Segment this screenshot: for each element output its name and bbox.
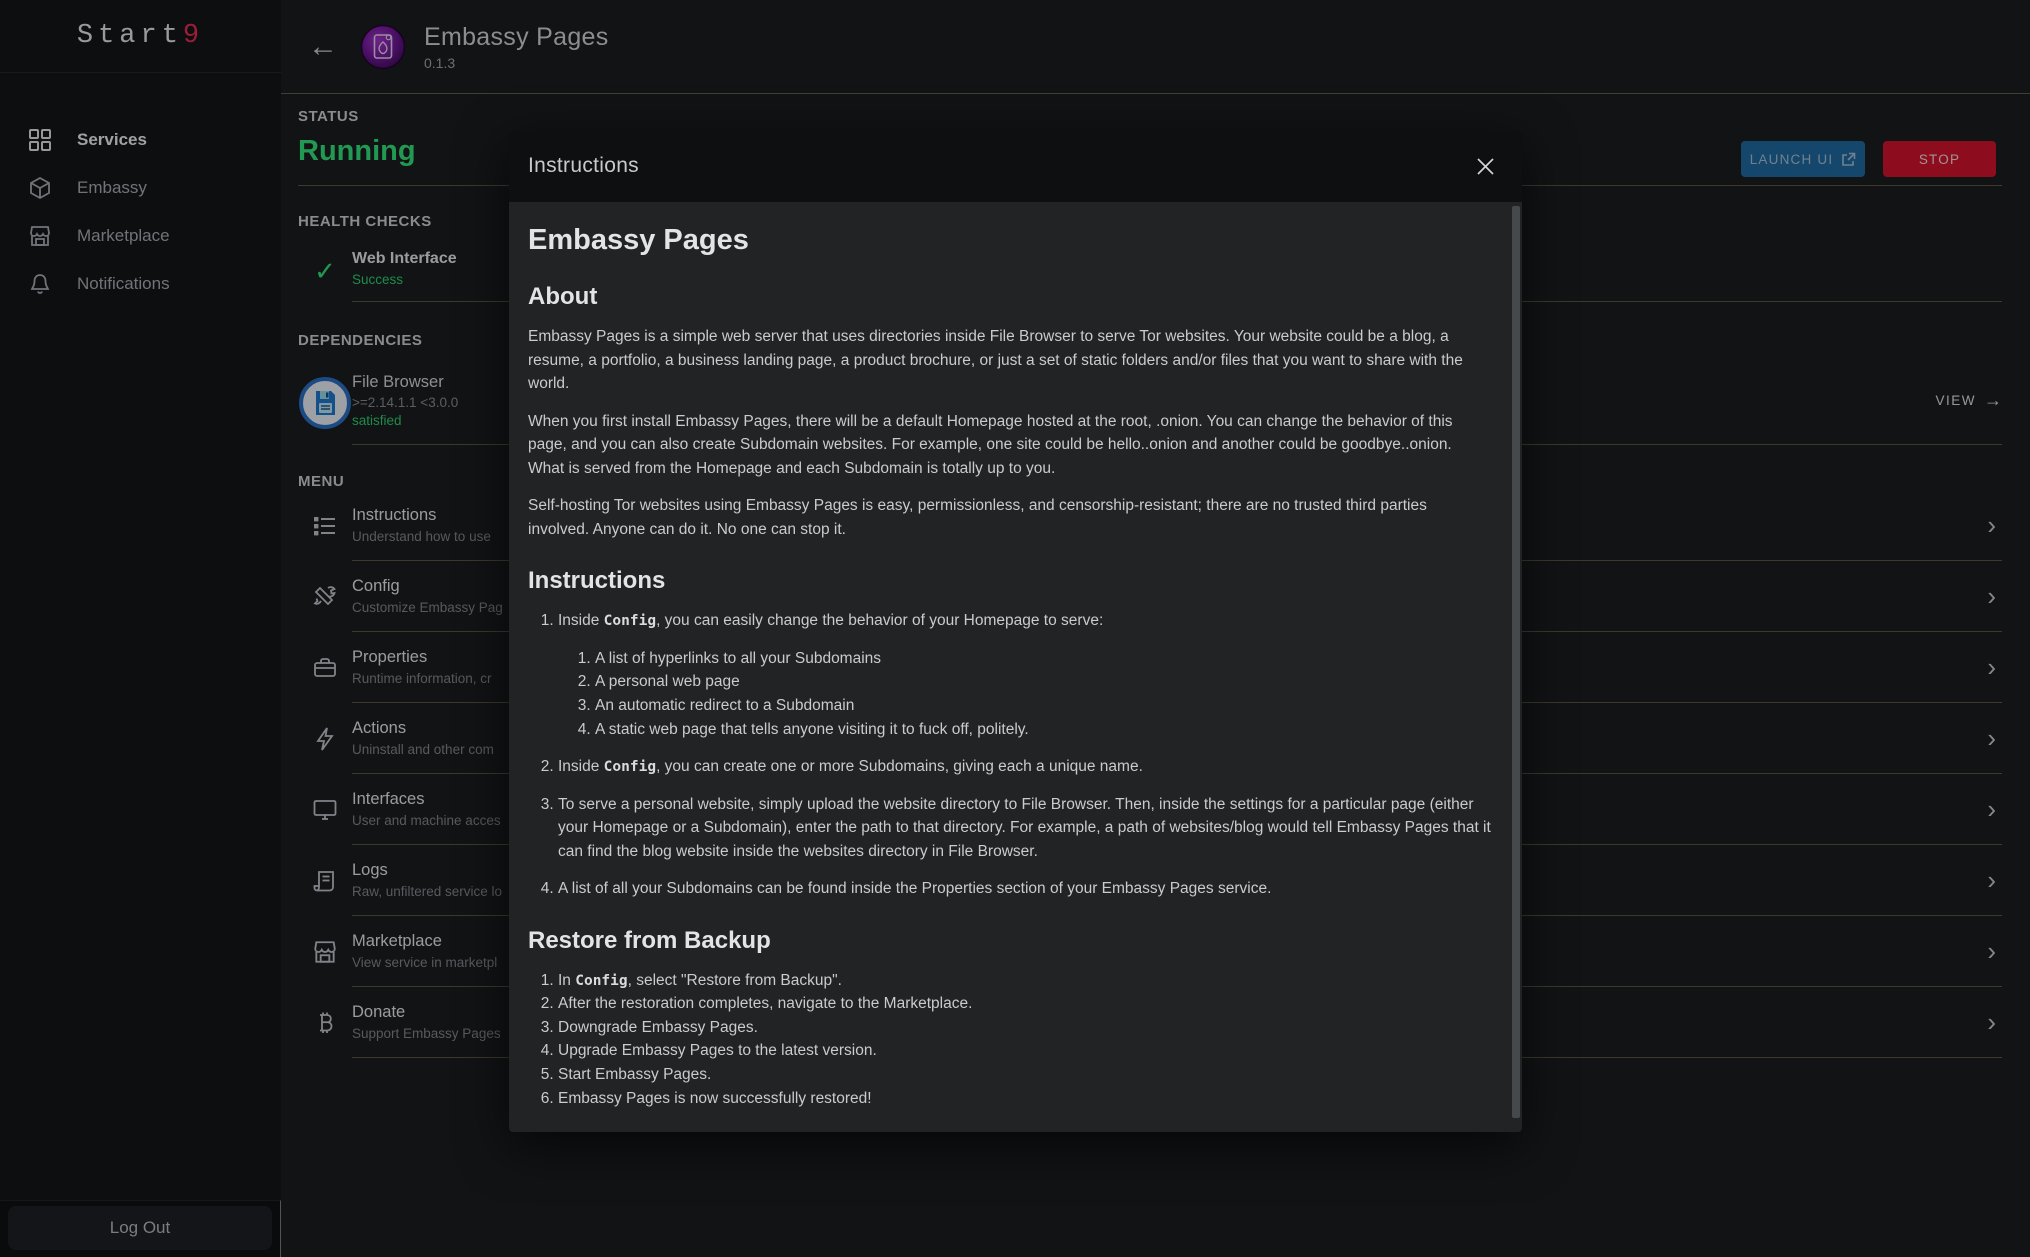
- service-version: 0.1.3: [424, 54, 456, 71]
- check-icon: ✓: [314, 255, 336, 286]
- inline-code: Config: [575, 972, 628, 989]
- health-checks-section-label: HEALTH CHECKS: [298, 213, 432, 230]
- stop-button[interactable]: STOP: [1883, 141, 1996, 177]
- sub-item: 3. An automatic redirect to a Subdomain: [595, 694, 1492, 718]
- about-paragraph: When you first install Embassy Pages, there will be a default Homepage hosted at the root, .onion. You can change the behavior of this page, and you can also create Subdomain websites. For example, one site could be hello..onion and another could be goodbye..onion. What is served from the Homepage and each Subdomain is totally up to you.: [528, 412, 1453, 477]
- item-text: , you can create one or more Subdomains, giving each a unique name.: [656, 758, 1143, 776]
- service-title: Embassy Pages: [424, 22, 609, 51]
- chevron-right-icon: ›: [1987, 722, 1996, 753]
- menu-item-subtitle: User and machine acces: [352, 813, 501, 828]
- health-check-name: Web Interface: [352, 250, 457, 267]
- about-paragraph: Self-hosting Tor websites using Embassy Pages is easy, permissionless, and censorship-resistant; there are no trusted third parties involved. Anyone can do it. No one can stop it.: [528, 497, 1427, 538]
- restore-item: 6. Embassy Pages is now successfully restored!: [558, 1087, 1492, 1111]
- instructions-item: [558, 609, 1492, 741]
- menu-section-label: MENU: [298, 473, 345, 490]
- instructions-item: [558, 755, 1492, 779]
- view-label: VIEW: [1935, 393, 1976, 408]
- menu-item-subtitle: Raw, unfiltered service lo: [352, 884, 503, 899]
- chevron-right-icon: ›: [1987, 509, 1996, 540]
- instructions-heading: Instructions: [528, 567, 666, 595]
- back-arrow-icon[interactable]: ←: [308, 29, 338, 63]
- arrow-right-icon: →: [1984, 390, 2002, 410]
- modal-title: Instructions: [528, 154, 639, 177]
- menu-item-title: Properties: [352, 648, 428, 666]
- sidebar-item-label: Services: [77, 130, 147, 149]
- dependencies-section-label: DEPENDENCIES: [298, 332, 423, 349]
- menu-item-subtitle: Runtime information, cr: [352, 671, 492, 686]
- menu-item-title: Logs: [352, 861, 388, 879]
- restore-item: [558, 969, 1492, 993]
- menu-item-subtitle: View service in marketpl: [352, 955, 498, 970]
- menu-item-title: Instructions: [352, 506, 437, 524]
- menu-item-subtitle: Understand how to use: [352, 529, 491, 544]
- sidebar-item-label: Embassy: [77, 178, 147, 197]
- item-text: , you can easily change the behavior of your Homepage to serve:: [656, 612, 1104, 630]
- dependency-status: satisfied: [352, 413, 402, 428]
- chevron-right-icon: ›: [1987, 793, 1996, 824]
- restore-item: 5. Start Embassy Pages.: [558, 1063, 1492, 1087]
- menu-item-title: Actions: [352, 719, 407, 737]
- modal-body[interactable]: [509, 202, 1522, 1132]
- doc-title: Embassy Pages: [528, 224, 749, 256]
- sidebar-item-label: Notifications: [77, 274, 170, 293]
- instructions-item: 4. A list of all your Subdomains can be found inside the Properties section of your Embassy Pages service.: [558, 877, 1492, 901]
- logo-text: Start: [76, 21, 183, 51]
- item-text: In: [558, 971, 576, 989]
- instructions-list: [528, 609, 1492, 900]
- restore-item: 2. After the restoration completes, navigate to the Marketplace.: [558, 992, 1492, 1016]
- health-check-result: Success: [352, 272, 404, 287]
- about-paragraph: Embassy Pages is a simple web server that uses directories inside File Browser to serve Tor websites. Your website could be a blog, a resume, a portfolio, a business landing page, a product brochure, or just a set of static folders and/or files that you want to share with the world.: [528, 328, 1463, 393]
- restore-heading: Restore from Backup: [528, 926, 771, 954]
- item-text: , select "Restore from Backup".: [627, 971, 842, 989]
- status-section-label: STATUS: [298, 108, 359, 125]
- chevron-right-icon: ›: [1987, 651, 1996, 682]
- item-text: Inside: [558, 758, 604, 776]
- chevron-right-icon: ›: [1987, 935, 1996, 966]
- menu-item-title: Marketplace: [352, 932, 442, 950]
- chevron-right-icon: ›: [1987, 1006, 1996, 1037]
- menu-item-subtitle: Support Embassy Pages: [352, 1026, 501, 1041]
- restore-list: [528, 969, 1492, 1110]
- dependency-name: File Browser: [352, 373, 444, 391]
- close-icon[interactable]: [1470, 151, 1500, 181]
- dependency-version: >=2.14.1.1 <3.0.0: [352, 395, 459, 410]
- sub-item: 2. A personal web page: [595, 670, 1492, 694]
- sub-item: 4. A static web page that tells anyone visiting it to fuck off, politely.: [595, 718, 1492, 742]
- homepage-options-list: [558, 647, 1492, 741]
- inline-code: Config: [603, 613, 657, 630]
- restore-item: 4. Upgrade Embassy Pages to the latest version.: [558, 1039, 1492, 1063]
- menu-item-title: Interfaces: [352, 790, 425, 808]
- modal-scrollbar-thumb[interactable]: [1512, 206, 1520, 1118]
- menu-item-title: Donate: [352, 1003, 406, 1021]
- menu-item-title: Config: [352, 577, 400, 595]
- launch-ui-label: LAUNCH UI: [1749, 151, 1834, 167]
- item-text: Inside: [558, 612, 604, 630]
- instructions-item: 3. To serve a personal website, simply upload the website directory to File Browser. Then, inside the settings for a particular page (either your Homepage or a Subdomain), enter the path to that directory. For example, a path of websites/blog would tell Embassy Pages that it can find the blog website inside the websites directory in File Browser.: [558, 793, 1492, 864]
- logo-accent: 9: [182, 21, 205, 51]
- sub-item: 1. A list of hyperlinks to all your Subdomains: [595, 647, 1492, 671]
- instructions-modal: [509, 130, 1522, 1132]
- about-heading: About: [528, 283, 598, 310]
- inline-code: Config: [603, 759, 657, 776]
- restore-item: 3. Downgrade Embassy Pages.: [558, 1016, 1492, 1040]
- chevron-right-icon: ›: [1987, 580, 1996, 611]
- sidebar-item-label: Marketplace: [77, 226, 170, 245]
- modal-header: [509, 130, 1522, 202]
- chevron-right-icon: ›: [1987, 864, 1996, 895]
- log-out-button[interactable]: Log Out: [8, 1206, 272, 1250]
- menu-item-subtitle: Customize Embassy Pag: [352, 600, 503, 615]
- menu-item-subtitle: Uninstall and other com: [352, 742, 494, 757]
- status-value: Running: [298, 135, 416, 167]
